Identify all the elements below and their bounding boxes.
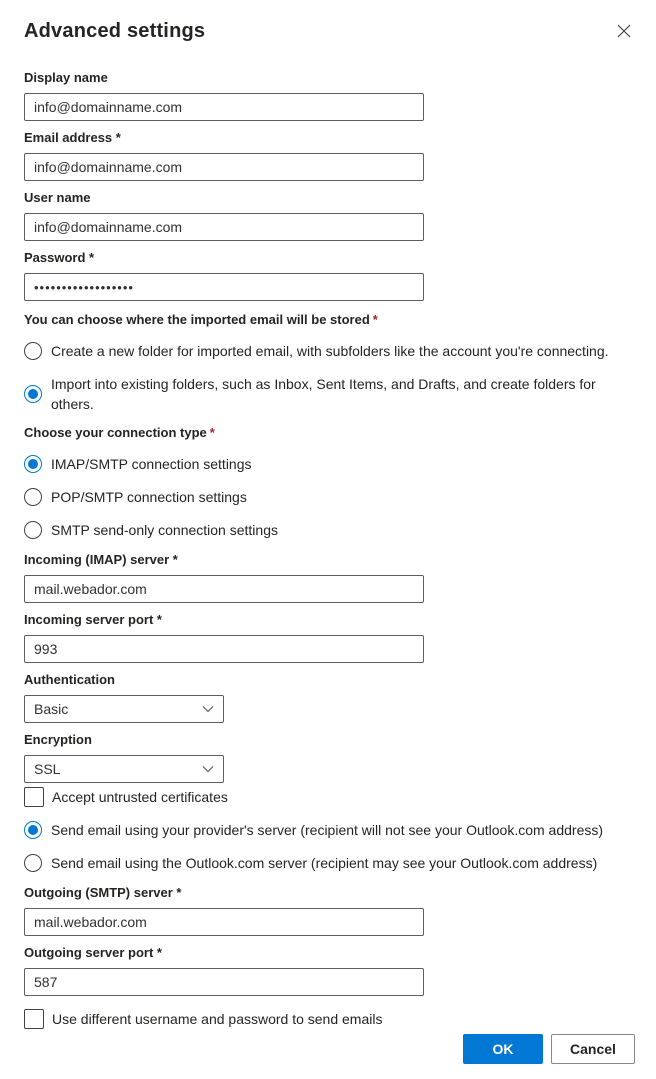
email-address-input[interactable] (24, 153, 424, 181)
authentication-label: Authentication (24, 672, 115, 687)
radio-label: SMTP send-only connection settings (51, 522, 278, 538)
password-label: Password * (24, 250, 95, 265)
radio-button[interactable] (24, 455, 42, 473)
required-asterisk: * (372, 312, 378, 327)
dropdown-value: Basic (34, 701, 69, 717)
incoming-port-label: Incoming server port * (24, 612, 162, 627)
outgoing-port-label: Outgoing server port * (24, 945, 162, 960)
encryption-dropdown[interactable] (24, 755, 224, 783)
radio-button[interactable] (24, 521, 42, 539)
radio-label: Create a new folder for imported email, with subfolders like the account you're connecting. (51, 343, 609, 359)
required-asterisk: * (209, 425, 215, 440)
display-name-input[interactable] (24, 93, 424, 121)
encryption-label: Encryption (24, 732, 92, 747)
checkbox-accept-untrusted[interactable] (24, 787, 632, 807)
dropdown-value: SSL (34, 761, 61, 777)
outgoing-server-label: Outgoing (SMTP) server * (24, 885, 182, 900)
radio-label: IMAP/SMTP connection settings (51, 456, 252, 472)
radio-button[interactable] (24, 821, 42, 839)
close-button[interactable] (612, 20, 636, 44)
radio-import-existing[interactable] (24, 374, 632, 414)
radio-button[interactable] (24, 854, 42, 872)
cancel-button[interactable]: Cancel (551, 1034, 635, 1064)
radio-button[interactable] (24, 385, 42, 403)
chevron-down-icon (202, 705, 214, 713)
dialog-content (0, 70, 656, 1029)
chevron-down-icon (202, 765, 214, 773)
user-name-input[interactable] (24, 213, 424, 241)
radio-imap-smtp[interactable] (24, 454, 632, 474)
radio-label: Send email using the Outlook.com server (recipient may see your Outlook.com address) (51, 855, 598, 871)
outgoing-server-input[interactable] (24, 908, 424, 936)
radio-label: Import into existing folders, such as Inbox, Sent Items, and Drafts, and create folders for others. (51, 376, 596, 412)
ok-button[interactable]: OK (463, 1034, 543, 1064)
radio-smtp-send-only[interactable] (24, 520, 632, 540)
radio-send-provider-server[interactable] (24, 820, 632, 840)
checkbox-label: Accept untrusted certificates (52, 789, 228, 805)
authentication-dropdown[interactable] (24, 695, 224, 723)
outgoing-port-input[interactable] (24, 968, 424, 996)
display-name-label: Display name (24, 70, 108, 85)
checkbox-different-credentials[interactable] (24, 1009, 632, 1029)
user-name-label: User name (24, 190, 91, 205)
checkbox-label: Use different username and password to send emails (52, 1011, 383, 1027)
radio-button[interactable] (24, 342, 42, 360)
email-address-label: Email address * (24, 130, 121, 145)
connection-section-label: Choose your connection type * (24, 425, 215, 440)
radio-pop-smtp[interactable] (24, 487, 632, 507)
radio-send-outlook-server[interactable] (24, 853, 632, 873)
radio-create-new-folder[interactable] (24, 341, 632, 361)
incoming-port-input[interactable] (24, 635, 424, 663)
page-title: Advanced settings (24, 20, 206, 42)
close-icon (616, 23, 632, 42)
storage-section-label: You can choose where the imported email will be stored * (24, 312, 378, 327)
dialog-header (0, 0, 656, 44)
radio-label: Send email using your provider's server (recipient will not see your Outlook.com address) (51, 822, 604, 838)
radio-button[interactable] (24, 488, 42, 506)
checkbox-box[interactable] (24, 1009, 44, 1029)
dialog-footer (463, 1034, 635, 1064)
checkbox-box[interactable] (24, 787, 44, 807)
password-input[interactable] (24, 273, 424, 301)
incoming-server-input[interactable] (24, 575, 424, 603)
incoming-server-label: Incoming (IMAP) server * (24, 552, 178, 567)
radio-label: POP/SMTP connection settings (51, 489, 247, 505)
